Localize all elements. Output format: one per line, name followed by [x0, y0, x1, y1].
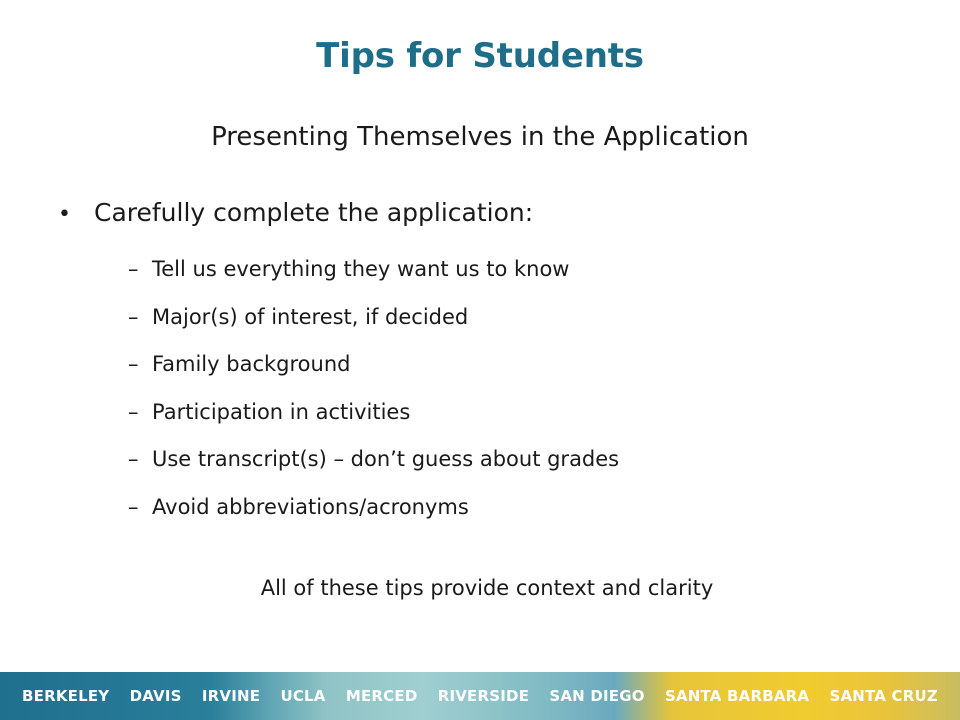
main-bullet-text: Carefully complete the application:: [94, 198, 534, 227]
sub-bullet-item: [128, 298, 619, 346]
sub-bullet-item: [128, 488, 619, 536]
sub-bullet-text: Tell us everything they want us to know: [152, 257, 570, 281]
dash-marker: –: [128, 447, 139, 471]
sub-bullet-text: Participation in activities: [152, 399, 411, 424]
campus-footer-bar: [0, 672, 960, 720]
sub-bullet-text: Family background: [152, 352, 351, 376]
sub-bullet-text: Avoid abbreviations/acronyms: [152, 494, 469, 519]
dash-marker: –: [128, 399, 139, 424]
campus-label: SANTA CRUZ: [829, 687, 938, 705]
main-bullet: [58, 198, 533, 227]
campus-label: UCLA: [280, 687, 326, 705]
dash-marker: –: [128, 304, 139, 329]
summary-text: All of these tips provide context and clarity: [260, 576, 714, 600]
slide-title: Tips for Students: [316, 36, 644, 76]
dash-marker: –: [128, 352, 139, 376]
campus-label: DAVIS: [129, 687, 182, 705]
sub-bullet-item: [128, 345, 619, 393]
dash-marker: –: [128, 494, 139, 519]
campus-label: RIVERSIDE: [437, 687, 530, 705]
campus-label: SAN DIEGO: [549, 687, 645, 705]
dash-marker: –: [128, 257, 139, 281]
campus-label: BERKELEY: [22, 687, 110, 705]
sub-bullet-item: [128, 393, 619, 441]
sub-bullet-item: [128, 440, 619, 488]
sub-bullet-item: [128, 250, 619, 298]
campus-label: MERCED: [345, 687, 418, 705]
campus-label: IRVINE: [201, 687, 261, 705]
slide-subtitle: Presenting Themselves in the Application: [211, 122, 749, 152]
bullet-marker: •: [58, 202, 71, 227]
sub-bullet-text: Use transcript(s) – don’t guess about grades: [152, 447, 620, 471]
campus-label: SANTA BARBARA: [664, 687, 810, 705]
sub-bullet-list: [128, 250, 619, 535]
sub-bullet-text: Major(s) of interest, if decided: [152, 304, 469, 329]
